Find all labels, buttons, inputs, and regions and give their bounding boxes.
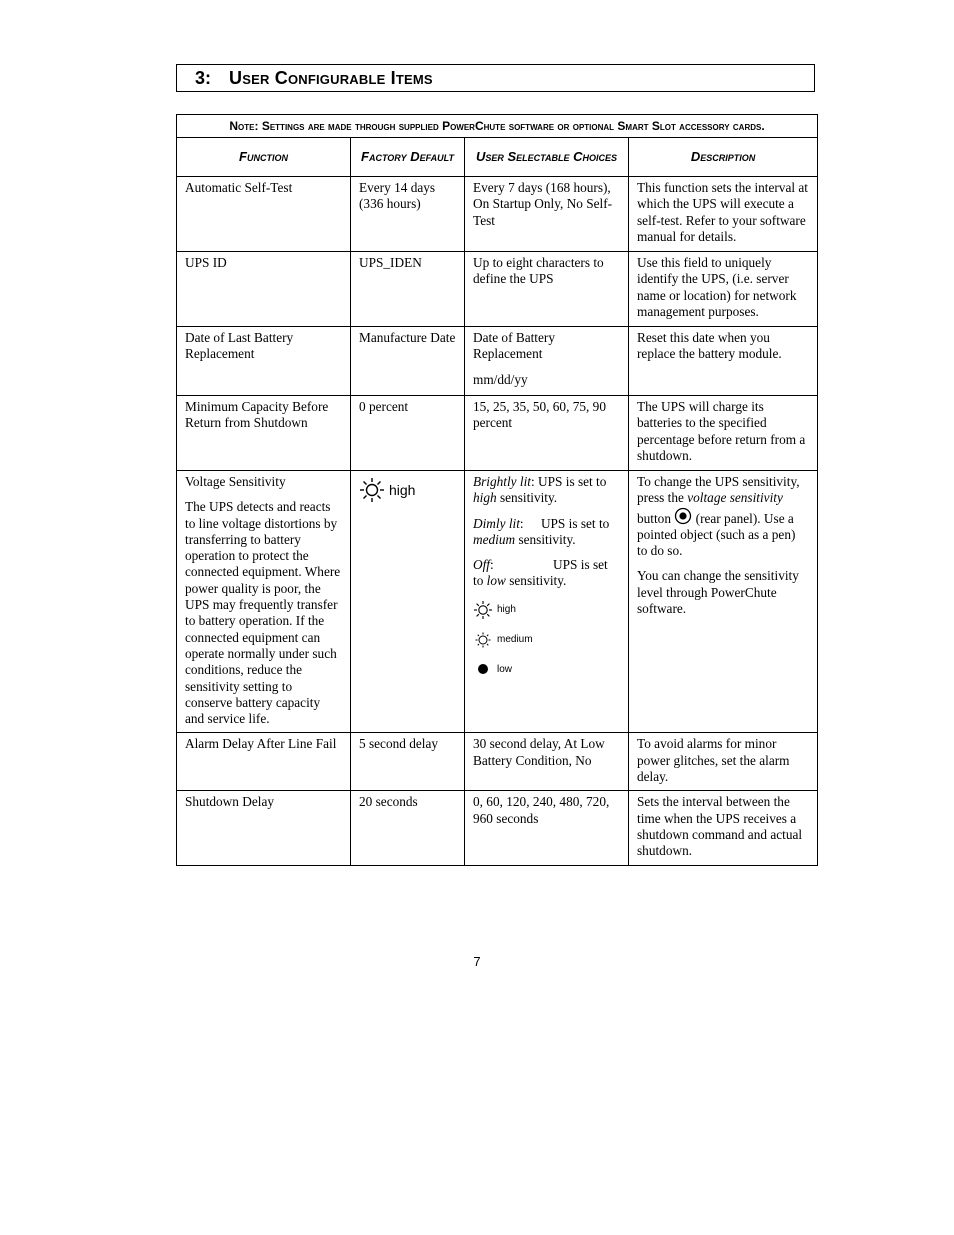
function-cell: Automatic Self-Test — [177, 177, 351, 252]
choice-dim-suffix: sensitivity. — [518, 531, 576, 547]
choices-cell: 30 second delay, At Low Battery Condition, No — [465, 733, 629, 791]
function-cell: Date of Last Battery Replacement — [177, 327, 351, 396]
default-cell — [351, 471, 465, 733]
table-row — [177, 396, 818, 471]
choice-bright-text: UPS is set to — [538, 474, 607, 489]
choices-cell — [465, 177, 629, 252]
function-cell: UPS ID — [177, 252, 351, 327]
sensitivity-button-icon — [674, 507, 692, 525]
default-cell: 0 percent — [351, 396, 465, 471]
indicator-medium — [473, 630, 620, 650]
default-cell: 5 second delay — [351, 733, 465, 791]
description-cell: Reset this date when you replace the battery module. — [629, 327, 818, 396]
choice-dim-level: medium — [473, 531, 516, 547]
description-cell: Sets the interval between the time when the UPS receives a shutdown command and actual shutdown. — [629, 791, 818, 866]
note-row — [177, 115, 818, 138]
choice-bright-level: high — [473, 490, 497, 506]
choices-cell: 0, 60, 120, 240, 480, 720, 960 seconds — [465, 791, 629, 866]
choices-text: Every 7 days (168 hours), — [473, 180, 611, 195]
indicator-high-label: high — [497, 603, 516, 615]
function-cell: Minimum Capacity Before Return from Shutdown — [177, 396, 351, 471]
description-paragraph-2: You can change the sensitivity level through PowerChute software. — [637, 568, 799, 617]
note-text: Settings are made through supplied PowerChute software or optional Smart Slot accessory cards. — [261, 119, 765, 133]
configuration-table — [176, 114, 818, 866]
section-heading — [176, 64, 815, 92]
description-cell: This function sets the interval at which the UPS will execute a self-test. Refer to your software manual for details. — [629, 177, 818, 252]
choices-cell — [465, 471, 629, 733]
indicator-low — [473, 660, 620, 680]
indicator-medium-label: medium — [497, 633, 533, 645]
description-text: To change the UPS sensitivity, press the — [637, 474, 800, 506]
choice-off-suffix: sensitivity. — [509, 573, 567, 589]
choice-off: Off: UPS is set to low sensitivity. — [473, 557, 608, 589]
choice-off-label: Off — [473, 557, 490, 573]
choice-bright-suffix: sensitivity. — [499, 490, 558, 506]
table-row — [177, 327, 818, 396]
default-level-label: high — [389, 481, 416, 498]
choice-dim: Dimly lit: UPS is set to medium sensitivity. — [473, 515, 610, 547]
description-paragraph — [637, 474, 809, 559]
column-header-description: Description — [629, 138, 818, 177]
description-cell: To avoid alarms for minor power glitches, set the alarm delay. — [629, 733, 818, 791]
function-title: Voltage Sensitivity — [185, 474, 286, 489]
page-number: 7 — [473, 954, 481, 969]
function-cell: Shutdown Delay — [177, 791, 351, 866]
indicator-high — [473, 600, 620, 620]
choice-off-text: UPS is set to — [473, 557, 608, 589]
choice-bright-label: Brightly lit — [473, 474, 531, 489]
description-cell — [629, 471, 818, 733]
table-row — [177, 252, 818, 327]
note-prefix: Note: — [229, 119, 259, 133]
table-row — [177, 177, 818, 252]
choices-cell: 15, 25, 35, 50, 60, 75, 90 percent — [465, 396, 629, 471]
header-row — [177, 138, 818, 177]
section-title: User Configurable Items — [229, 67, 433, 88]
choice-off-level: low — [486, 573, 506, 589]
section-number: 3: — [195, 67, 212, 88]
function-detail: The UPS detects and reacts to line voltage distortions by transferring to battery operation to protect the connected equipment. Where power quality is poor, the UPS may frequently transfer to battery operation. If the connected equipment can operate normally under such conditions, reduce the sensitivity setting to conserve battery capacity and service life. — [185, 499, 341, 727]
function-cell: Alarm Delay After Line Fail — [177, 733, 351, 791]
note-cell — [177, 115, 818, 138]
default-cell: Manufacture Date — [351, 327, 465, 396]
column-header-function: Function — [177, 138, 351, 177]
choices-text-2: On Startup Only, No Self-Test — [473, 196, 613, 228]
description-cell: The UPS will charge its batteries to the specified percentage before return from a shutdown. — [629, 396, 818, 471]
default-cell: Every 14 days (336 hours) — [351, 177, 465, 252]
function-cell — [177, 471, 351, 733]
choice-dim-text: UPS is set to — [540, 515, 610, 531]
description-text-button: button — [637, 510, 671, 526]
choices-cell: Up to eight characters to define the UPS — [465, 252, 629, 327]
description-text-tail: (rear panel). Use a pointed object (such as a pen) to do so. — [637, 510, 796, 559]
default-indicator — [359, 477, 456, 503]
column-header-factory-default: Factory Default — [351, 138, 465, 177]
table-row — [177, 791, 818, 866]
table-row-voltage — [177, 471, 818, 733]
default-cell: UPS_IDEN — [351, 252, 465, 327]
column-header-choices: User Selectable Choices — [465, 138, 629, 177]
choices-cell — [465, 327, 629, 396]
date-format: mm/dd/yy — [473, 371, 528, 387]
indicator-low-label: low — [497, 663, 513, 675]
dot-off-icon — [473, 660, 493, 680]
sun-bright-icon — [473, 600, 493, 620]
choice-dim-label: Dimly lit — [473, 515, 520, 531]
table-row — [177, 733, 818, 791]
description-emphasis: voltage sensitivity — [687, 490, 783, 506]
default-cell: 20 seconds — [351, 791, 465, 866]
choice-bright: Brightly lit: UPS is set to high sensitivity. — [473, 474, 607, 506]
sun-dim-icon — [473, 630, 493, 650]
choices-text: Date of Battery Replacement — [473, 330, 555, 362]
sun-bright-icon — [359, 477, 385, 503]
description-cell: Use this field to uniquely identify the UPS, (i.e. server name or location) for network management purposes. — [629, 252, 818, 327]
